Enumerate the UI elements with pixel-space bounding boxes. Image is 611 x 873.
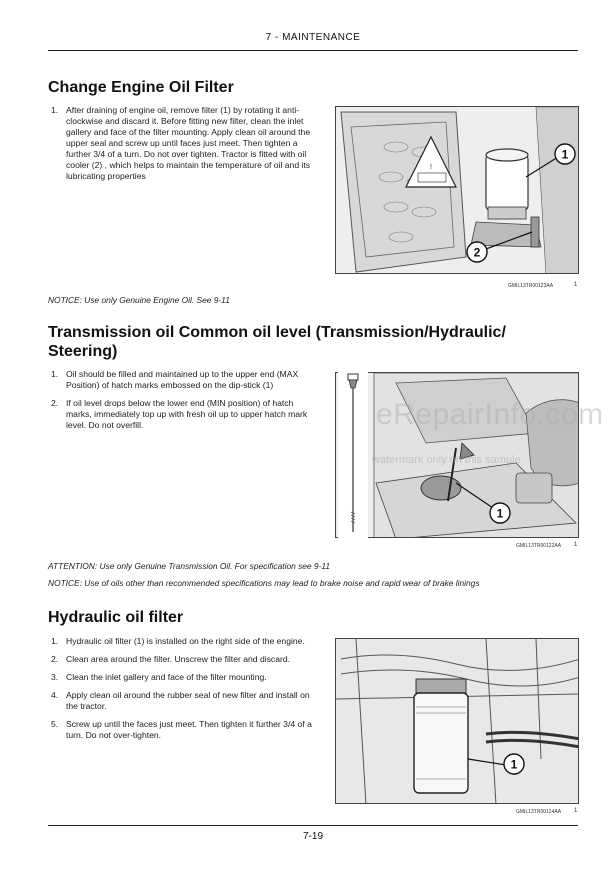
step-item [48,719,316,741]
step-item [48,672,316,683]
section-title-engine-oil-filter: Change Engine Oil Filter [48,79,234,96]
figure-code: GMIL13TR00124AA [516,809,562,815]
figure-index: 1 [574,808,578,814]
step-text: Clean the inlet gallery and face of the filter mounting. [66,672,267,682]
step-number: 3. [51,672,59,682]
watermark-subtext: watermark only on this sample [372,454,521,466]
step-number: 5. [51,719,59,729]
step-number: 2. [51,654,59,664]
notice-brake-noise: NOTICE: Use of oils other than recommended specifications may lead to brake noise and rapid wear of brake linings [48,578,480,588]
callout-1-label: 1 [510,757,518,772]
figure-code: GMIL13TR00123AA [508,283,554,289]
figure-hydraulic-oil-filter [335,638,579,804]
hydraulic-filter-illustration [336,639,579,804]
steps-engine-oil-filter [48,105,316,189]
step-text: Oil should be filled and maintained up to the upper end (MAX Position) of hatch marks embossed on the dip-stick (1) [66,369,299,390]
step-item [48,690,316,712]
step-text: Apply clean oil around the rubber seal of new filter and install on the tractor. [66,690,310,711]
steps-hydraulic-oil-filter [48,636,316,748]
step-item [48,398,316,431]
watermark: eRepairInfo.com [376,398,604,431]
steps-transmission-oil [48,369,316,438]
step-number: 4. [51,690,59,700]
step-number: 1. [51,369,59,379]
figure-index: 1 [574,282,578,288]
step-number: 1. [51,636,59,646]
section-title-hydraulic-oil-filter: Hydraulic oil filter [48,609,184,626]
oil-filter-illustration [336,107,579,274]
step-item [48,636,316,647]
section-title-transmission-oil: Transmission oil Common oil level (Transmission/Hydraulic/ Steering) [48,324,506,360]
figure-index: 1 [574,542,578,548]
step-number: 2. [51,398,59,408]
attention-transmission-oil: ATTENTION: Use only Genuine Transmission Oil. For specification see 9-11 [48,561,331,571]
step-number: 1. [51,105,59,115]
running-header: 7 - MAINTENANCE [265,32,361,43]
step-text: Hydraulic oil filter (1) is installed on the right side of the engine. [66,636,305,646]
header-rule [48,50,578,51]
footer-rule [48,825,578,826]
callout-1-label: 1 [561,147,569,162]
notice-engine-oil: NOTICE: Use only Genuine Engine Oil. See 9-11 [48,295,230,305]
svg-text:!: ! [430,164,432,171]
figure-engine-oil-filter [335,106,579,274]
step-item [48,369,316,391]
page-number: 7-19 [302,831,323,842]
step-item [48,654,316,665]
figure-code: GMIL13TR00122AA [516,543,562,549]
step-text: Screw up until the faces just meet. Then tighten it further 3/4 of a turn. Do not over-tighten. [66,719,312,740]
step-item [48,105,316,182]
callout-1-label: 1 [496,506,504,521]
step-text: After draining of engine oil, remove filter (1) by rotating it anti-clockwise and discard it. Before fitting new filter, clean the inlet gallery and face of the filter mounting. Apply clean oil around the upper seal and screw up until faces just meet. Then tighten a further 3/4 of a turn. Do not over tighten. Tractor is fitted with oil cooler (2) , which helps to maintain the temperature of oil and its lubricating properties [66,105,311,181]
step-text: If oil level drops below the lower end (MIN position) of hatch marks, immediately top up with fresh oil up to upper hatch mark level. Do not overfill. [66,398,308,430]
dipstick-icon [338,372,368,538]
step-text: Clean area around the filter. Unscrew the filter and discard. [66,654,291,664]
callout-2-label: 2 [473,245,481,260]
